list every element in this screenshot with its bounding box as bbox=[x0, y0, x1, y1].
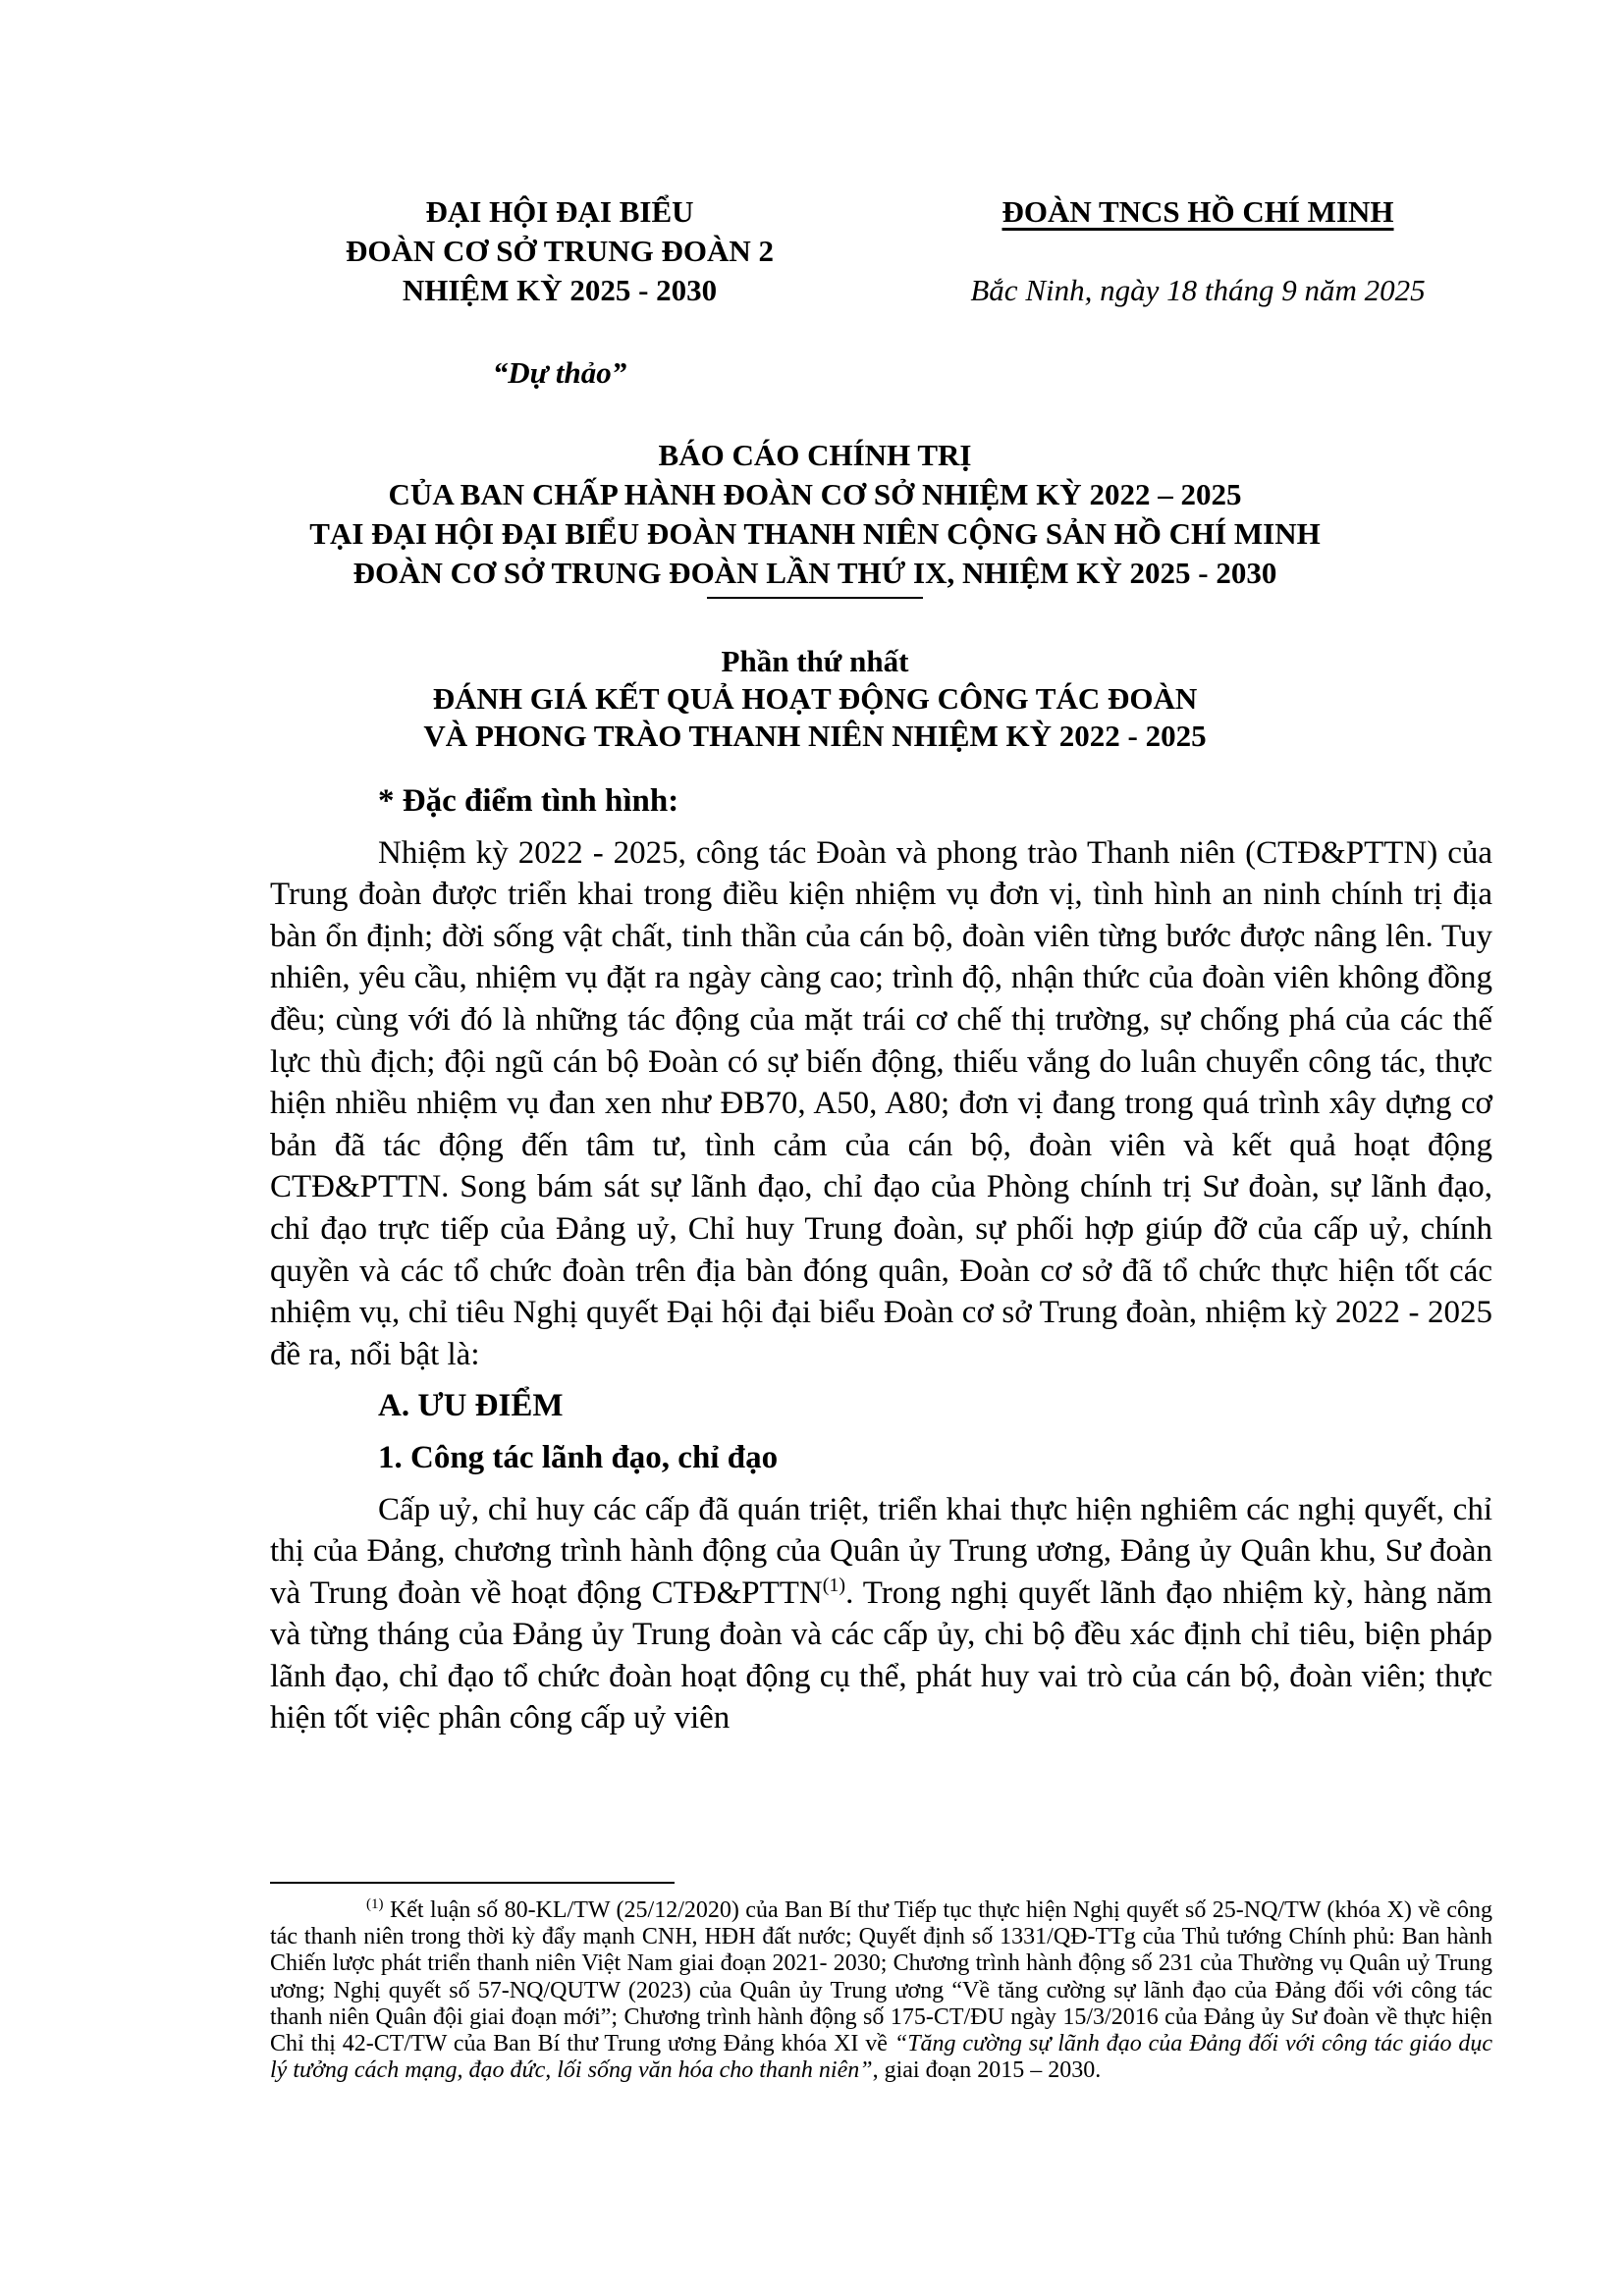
leadership-text-part-1: Cấp uỷ, chỉ huy các cấp đã quán triệt, triển khai thực hiện nghiêm các nghị quyết, chỉ thị của Đảng, chương trình hành động của Quân ủy Trung ương, Đảng ủy Quân khu, Sư đoàn và Trung đoàn về hoạt động CTĐ&PTTN bbox=[270, 1491, 1492, 1611]
section-a-heading: A. ƯU ĐIỂM bbox=[378, 1388, 564, 1424]
title-divider bbox=[707, 597, 923, 599]
organization-header bbox=[903, 192, 1492, 310]
footnote bbox=[270, 1897, 1492, 2084]
draft-label: “Dự thảo” bbox=[492, 355, 627, 390]
grassroots-union-name: ĐOÀN CƠ SỞ TRUNG ĐOÀN 2 bbox=[345, 234, 775, 268]
footnote-paragraph bbox=[270, 1897, 1492, 2084]
part-heading bbox=[177, 643, 1453, 755]
title-line-3: TẠI ĐẠI HỘI ĐẠI BIỂU ĐOÀN THANH NIÊN CỘNG SẢN HỒ CHÍ MINH bbox=[309, 516, 1321, 551]
part-heading-line-1: ĐÁNH GIÁ KẾT QUẢ HOẠT ĐỘNG CÔNG TÁC ĐOÀN bbox=[432, 681, 1198, 716]
situation-heading: * Đặc điểm tình hình: bbox=[378, 783, 679, 819]
part-heading-line-2: VÀ PHONG TRÀO THANH NIÊN NHIỆM KỲ 2022 - 2025 bbox=[423, 719, 1207, 753]
issuing-body-header bbox=[245, 192, 874, 310]
congress-name: ĐẠI HỘI ĐẠI BIỂU bbox=[425, 194, 694, 229]
title-line-4: ĐOÀN CƠ SỞ TRUNG ĐOÀN LẦN THỨ IX, NHIỆM KỲ 2025 - 2030 bbox=[352, 556, 1277, 590]
situation-paragraph: Nhiệm kỳ 2022 - 2025, công tác Đoàn và phong trào Thanh niên (CTĐ&PTTN) của Trung đoàn được triển khai trong điều kiện nhiệm vụ đơn vị, tình hình an ninh chính trị địa bàn ổn định; đời sống vật chất, tinh thần của cán bộ, đoàn viên từng bước được nâng lên. Tuy nhiên, yêu cầu, nhiệm vụ đặt ra ngày càng cao; trình độ, nhận thức của đoàn viên không đồng đều; cùng với đó là những tác động của mặt trái cơ chế thị trường, sự chống phá của các thế lực thù địch; đội ngũ cán bộ Đoàn có sự biến động, thiếu vắng do luân chuyển công tác, thực hiện nhiều nhiệm vụ đan xen như ĐB70, A50, A80; đơn vị đang trong quá trình xây dựng cơ bản đã tác động đến tâm tư, tình cảm của cán bộ, đoàn viên và kết quả hoạt động CTĐ&PTTN. Song bám sát sự lãnh đạo, chỉ đạo của Phòng chính trị Sư đoàn, sự lãnh đạo, chỉ đạo trực tiếp của Đảng uỷ, Chỉ huy Trung đoàn, sự phối hợp giúp đỡ của cấp uỷ, chính quyền và các tổ chức đoàn trên địa bàn đóng quân, Đoàn cơ sở đã tổ chức thực hiện tốt các nhiệm vụ, chỉ tiêu Nghị quyết Đại hội đại biểu Đoàn cơ sở Trung đoàn, nhiệm kỳ 2022 - 2025 đề ra, nổi bật là: bbox=[270, 834, 1492, 1372]
report-body bbox=[270, 780, 1492, 1739]
part-label: Phần thứ nhất bbox=[721, 644, 909, 678]
term-label: NHIỆM KỲ 2025 - 2030 bbox=[402, 273, 718, 307]
footnote-text-italic: “Tăng cường sự lãnh đạo của Đảng đối với công tác giáo dục lý tưởng cách mạng, đạo đức, lối sống văn hóa cho thanh niên” bbox=[270, 2031, 1492, 2084]
section-1-heading: 1. Công tác lãnh đạo, chỉ đạo bbox=[378, 1439, 779, 1475]
leadership-paragraph bbox=[270, 1489, 1492, 1740]
footnote-reference[interactable]: (1) bbox=[822, 1574, 846, 1596]
footnote-marker: (1) bbox=[366, 1896, 384, 1912]
footnote-text-part-2: , giai đoạn 2015 – 2030. bbox=[872, 2057, 1102, 2084]
footnote-separator bbox=[270, 1882, 675, 1884]
organization-name: ĐOÀN TNCS HỒ CHÍ MINH bbox=[1001, 194, 1394, 229]
place-date-line: Bắc Ninh, ngày 18 tháng 9 năm 2025 bbox=[970, 273, 1426, 307]
leadership-text-part-2: . Trong nghị quyết lãnh đạo nhiệm kỳ, hàng năm và từng tháng của Đảng ủy Trung đoàn và các cấp ủy, chi bộ đều xác định chỉ tiêu, biện pháp lãnh đạo, chỉ đạo tổ chức đoàn hoạt động cụ thể, phát huy vai trò của cán bộ, đoàn viên; thực hiện tốt việc phân công cấp uỷ viên bbox=[270, 1575, 1492, 1736]
report-title bbox=[177, 436, 1453, 599]
footnote-text-part-1: Kết luận số 80-KL/TW (25/12/2020) của Ban Bí thư Tiếp tục thực hiện Nghị quyết số 25-NQ/TW (khóa X) về công tác thanh niên trong thời kỳ đẩy mạnh CNH, HĐH đất nước; Quyết định số 1331/QĐ-TTg của Thủ tướng Chính phủ: Ban hành Chiến lược phát triển thanh niên Việt Nam giai đoạn 2021- 2030; Chương trình hành động số 231 của Thường vụ Quân uỷ Trung ương; Nghị quyết số 57-NQ/QUTW (2023) của Quân ủy Trung ương “Về tăng cường sự lãnh đạo của Đảng đối với công tác thanh niên Quân đội giai đoạn mới”; Chương trình hành động số 175-CT/ĐU ngày 15/3/2016 của Đảng ủy Sư đoàn về thực hiện Chỉ thị 42-CT/TW của Ban Bí thư Trung ương Đảng khóa XI về bbox=[270, 1897, 1492, 2057]
title-line-1: BÁO CÁO CHÍNH TRỊ bbox=[658, 438, 972, 472]
title-line-2: CỦA BAN CHẤP HÀNH ĐOÀN CƠ SỞ NHIỆM KỲ 2022 – 2025 bbox=[388, 477, 1242, 511]
